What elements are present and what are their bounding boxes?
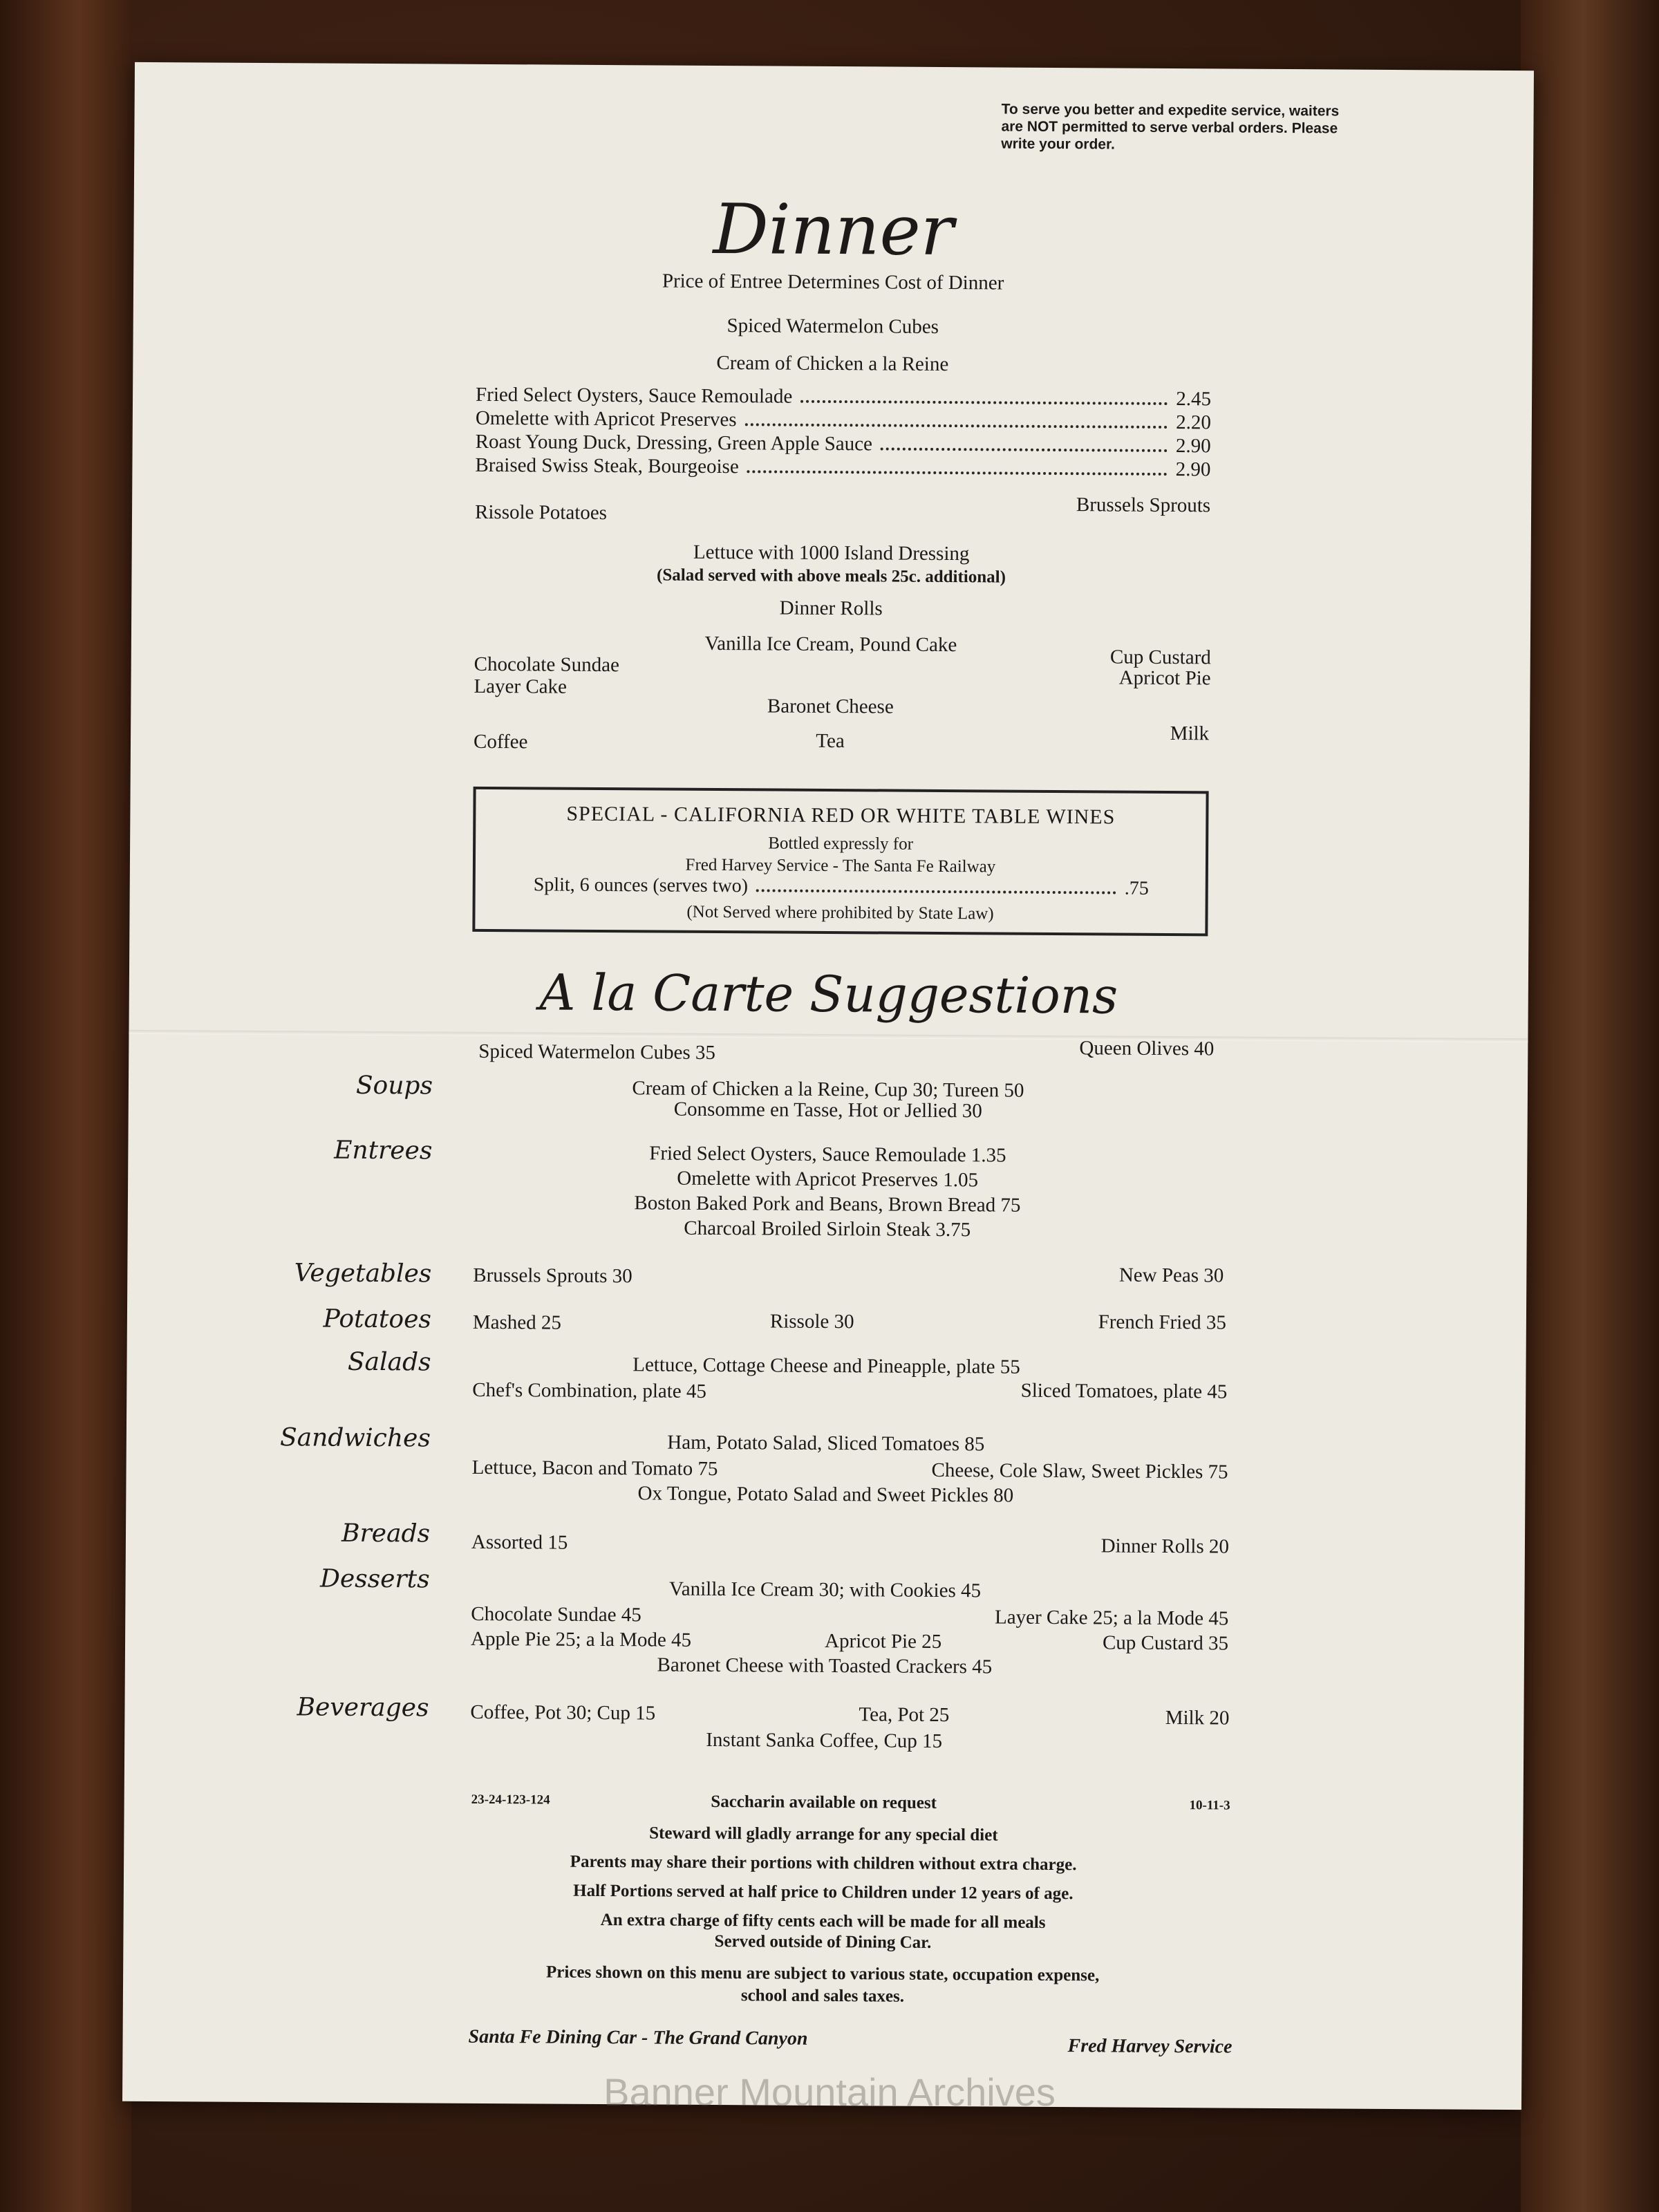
sandwich-bottom: Ox Tongue, Potato Salad and Sweet Pickles 80 <box>637 1482 1014 1507</box>
wine-price: .75 <box>1124 877 1149 899</box>
footer-line-6: Prices shown on this menu are subject to various state, occupation expense, <box>545 1962 1100 1985</box>
sandwiches-label: Sandwiches <box>279 1423 431 1453</box>
watermark: Banner Mountain Archives <box>603 2070 1056 2114</box>
beverage-center: Tea, Pot 25 <box>859 1703 950 1727</box>
dinner-dessert-center: Vanilla Ice Cream, Pound Cake <box>704 632 957 657</box>
footer-line-7: school and sales taxes. <box>740 1986 905 2006</box>
dinner-dessert-right-2: Apricot Pie <box>1118 666 1211 690</box>
bread-left: Assorted 15 <box>471 1530 568 1554</box>
potato-left: Mashed 25 <box>472 1311 562 1334</box>
dinner-dessert-left-2: Layer Cake <box>474 675 568 698</box>
dinner-bev-right: Milk <box>1170 722 1210 745</box>
wine-special-box <box>472 787 1208 936</box>
dinner-soup: Cream of Chicken a la Reine <box>716 351 949 376</box>
entrees-label: Entrees <box>334 1136 433 1165</box>
soups-label: Soups <box>355 1071 433 1100</box>
beverage-right: Milk 20 <box>1165 1706 1230 1730</box>
salad-center: Lettuce, Cottage Cheese and Pineapple, plate 55 <box>632 1353 1020 1378</box>
sandwich-left: Lettuce, Bacon and Tomato 75 <box>471 1456 718 1481</box>
entree-price: 2.45 <box>1176 388 1212 411</box>
footer-line-5: Served outside of Dining Car. <box>714 1932 932 1952</box>
dinner-rolls: Dinner Rolls <box>779 597 883 620</box>
alacarte-entree-2: Omelette with Apricot Preserves 1.05 <box>677 1167 979 1192</box>
dessert-top: Vanilla Ice Cream 30; with Cookies 45 <box>668 1577 982 1602</box>
salad-left: Chef's Combination, plate 45 <box>472 1378 707 1403</box>
footer-car: Santa Fe Dining Car - The Grand Canyon <box>468 2025 808 2050</box>
wine-note: (Not Served where prohibited by State Law) <box>686 902 994 924</box>
beverage-bottom: Instant Sanka Coffee, Cup 15 <box>706 1728 943 1753</box>
menu-paper <box>122 62 1534 2110</box>
salads-label: Salads <box>347 1347 431 1377</box>
alacarte-top-right: Queen Olives 40 <box>1079 1037 1215 1060</box>
potato-center: Rissole 30 <box>769 1310 854 1333</box>
veg-right: New Peas 30 <box>1118 1264 1224 1287</box>
dinner-cheese: Baronet Cheese <box>767 695 894 718</box>
entree-name: Braised Swiss Steak, Bourgeoise <box>475 453 739 478</box>
wine-line-2: Fred Harvey Service - The Santa Fe Railway <box>685 855 996 877</box>
entree-price: 2.90 <box>1175 458 1211 481</box>
dinner-salad-note: (Salad served with above meals 25c. additional) <box>656 565 1006 587</box>
dessert-right-2: Cup Custard 35 <box>1102 1631 1229 1655</box>
veg-left: Brussels Sprouts 30 <box>473 1264 632 1288</box>
order-notice: To serve you better and expedite service, waiters are NOT permitted to serve verbal orders. Please write your order. <box>1001 101 1340 153</box>
entree-name: Roast Young Duck, Dressing, Green Apple Sauce <box>475 430 873 456</box>
sandwich-right: Cheese, Cole Slaw, Sweet Pickles 75 <box>931 1459 1228 1483</box>
code-right: 10-11-3 <box>1189 1798 1230 1813</box>
breads-label: Breads <box>341 1519 431 1548</box>
dessert-right-1: Layer Cake 25; a la Mode 45 <box>994 1606 1229 1630</box>
salad-right: Sliced Tomatoes, plate 45 <box>1020 1379 1228 1403</box>
dessert-bottom: Baronet Cheese with Toasted Crackers 45 <box>657 1653 993 1678</box>
alacarte-entree-3: Boston Baked Pork and Beans, Brown Bread 75 <box>634 1192 1021 1217</box>
alacarte-title: A la Carte Suggestions <box>539 963 1118 1025</box>
dinner-bev-center: Tea <box>816 729 845 753</box>
vegetables-label: Vegetables <box>294 1259 432 1288</box>
wine-item-row <box>534 874 1149 899</box>
alacarte-top-left: Spiced Watermelon Cubes 35 <box>478 1040 716 1065</box>
entree-name: Omelette with Apricot Preserves <box>475 406 737 431</box>
dessert-center-2: Apricot Pie 25 <box>824 1629 942 1653</box>
entree-row <box>475 454 1210 482</box>
dessert-left-2: Apple Pie 25; a la Mode 45 <box>471 1627 692 1651</box>
wine-line-1: Bottled expressly for <box>768 834 914 854</box>
dinner-veg-right: Brussels Sprouts <box>1076 494 1211 517</box>
footer-line-3: Half Portions served at half price to Children under 12 years of age. <box>573 1881 1074 1904</box>
entree-price: 2.90 <box>1175 435 1211 458</box>
code-left: 23-24-123-124 <box>471 1792 550 1808</box>
alacarte-entree-1: Fried Select Oysters, Sauce Remoulade 1.35 <box>649 1142 1006 1167</box>
dessert-left-1: Chocolate Sundae 45 <box>471 1602 641 1627</box>
entree-price: 2.20 <box>1176 411 1211 434</box>
desserts-label: Desserts <box>319 1564 430 1594</box>
alacarte-entree-4: Charcoal Broiled Sirloin Steak 3.75 <box>684 1217 971 1241</box>
soup-line-2: Consomme en Tasse, Hot or Jellied 30 <box>673 1098 982 1123</box>
wine-heading: SPECIAL - CALIFORNIA RED OR WHITE TABLE WINES <box>566 802 1116 829</box>
entree-name: Fried Select Oysters, Sauce Remoulade <box>476 383 793 408</box>
paper-fold <box>129 1030 1528 1042</box>
sandwich-center: Ham, Potato Salad, Sliced Tomatoes 85 <box>667 1431 985 1456</box>
dinner-entree-list <box>475 384 1211 482</box>
soup-line-1: Cream of Chicken a la Reine, Cup 30; Tureen 50 <box>632 1077 1024 1102</box>
dinner-dessert-left-1: Chocolate Sundae <box>474 653 620 677</box>
dinner-salad: Lettuce with 1000 Island Dressing <box>693 541 970 565</box>
dinner-title: Dinner <box>713 188 954 272</box>
bread-right: Dinner Rolls 20 <box>1100 1535 1230 1558</box>
footer-line-4: An extra charge of fifty cents each will be made for all meals <box>600 1911 1046 1932</box>
footer-line-2: Parents may share their portions with children without extra charge. <box>570 1852 1077 1875</box>
dinner-dessert-right-1: Cup Custard <box>1109 646 1211 669</box>
dinner-bev-left: Coffee <box>473 730 528 753</box>
beverages-label: Beverages <box>297 1693 429 1723</box>
dinner-appetizer: Spiced Watermelon Cubes <box>727 315 939 338</box>
wine-item: Split, 6 ounces (serves two) <box>533 874 749 897</box>
footer-service: Fred Harvey Service <box>1067 2035 1232 2058</box>
dinner-veg-left: Rissole Potatoes <box>474 500 608 525</box>
saccharin-note: Saccharin available on request <box>711 1792 937 1812</box>
footer-line-1: Steward will gladly arrange for any special diet <box>649 1824 998 1845</box>
dinner-subtitle: Price of Entree Determines Cost of Dinner <box>662 270 1004 294</box>
potatoes-label: Potatoes <box>323 1304 432 1334</box>
potato-right: French Fried 35 <box>1098 1311 1227 1334</box>
beverage-left: Coffee, Pot 30; Cup 15 <box>470 1700 656 1725</box>
